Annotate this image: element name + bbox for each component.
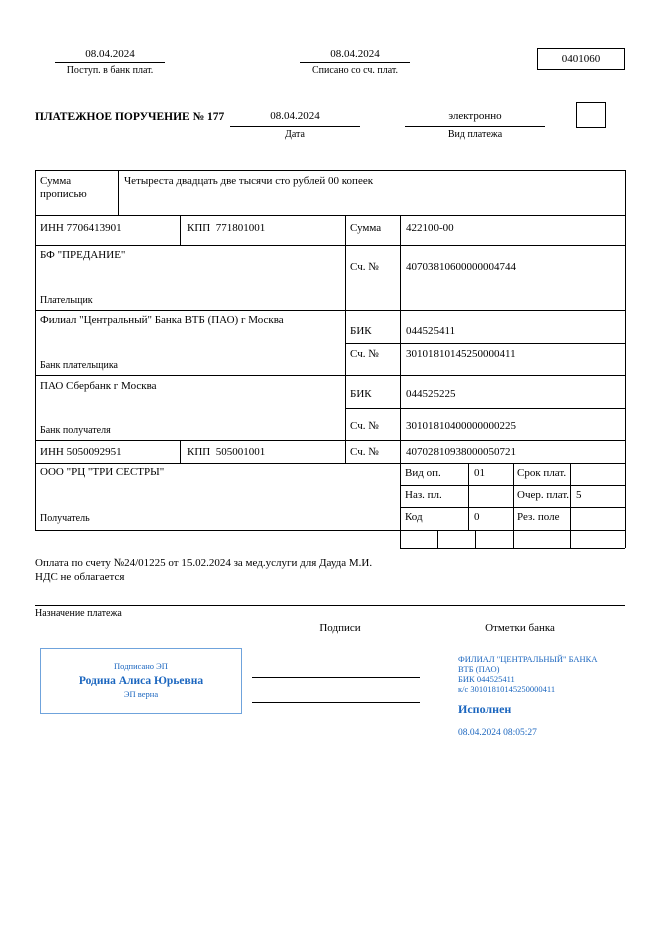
table-line (180, 215, 181, 245)
table-line (180, 440, 181, 463)
amount-words-label: Сумма прописью (40, 175, 87, 201)
table-line (513, 463, 514, 548)
payer-section-label: Плательщик (40, 295, 93, 306)
signatures-label: Подписи (319, 622, 361, 634)
signature-line (252, 677, 420, 678)
amount-words: Четыреста двадцать две тысячи сто рублей 00 копеек (124, 175, 374, 187)
debited-date-underline (300, 62, 410, 63)
payee-bank-account: 30101810400000000225 (406, 420, 516, 432)
payee-bank-account-label: Сч. № (350, 420, 379, 432)
payer-account-label: Сч. № (350, 261, 379, 273)
payer-bank-section-label: Банк плательщика (40, 360, 118, 371)
signature-line (252, 702, 420, 703)
code-label: Код (405, 511, 423, 523)
document-date-underline (230, 126, 360, 127)
table-line (437, 530, 438, 548)
table-line (345, 408, 625, 409)
document-date-label: Дата (285, 129, 305, 140)
table-line (35, 375, 625, 376)
esign-signer-name: Родина Алиса Юрьевна (78, 674, 204, 687)
payee-kpp: КПП 505001001 (187, 446, 266, 458)
document-date: 08.04.2024 (270, 110, 320, 122)
bank-stamp-status: Исполнен (458, 702, 512, 716)
priority-value: 5 (576, 489, 582, 501)
table-line (345, 215, 346, 463)
table-line (570, 463, 571, 548)
payer-bank-account-label: Сч. № (350, 348, 379, 360)
purpose-section-label: Назначение платежа (35, 608, 122, 619)
reserve-field-label: Рез. поле (517, 511, 560, 523)
sum-value: 422100-00 (406, 222, 454, 234)
payee-section-label: Получатель (40, 513, 90, 524)
table-line (35, 440, 625, 441)
purpose-line2: НДС не облагается (35, 571, 125, 583)
payee-bank-section-label: Банк получателя (40, 425, 111, 436)
priority-label: Очер. плат. (517, 489, 570, 501)
received-date-underline (55, 62, 165, 63)
form-code: 0401060 (561, 53, 601, 65)
table-line (475, 530, 476, 548)
payee-inn: ИНН 5050092951 (40, 446, 122, 458)
purpose-bottom-line (35, 605, 625, 606)
payee-name: ООО "РЦ "ТРИ СЕСТРЫ" (40, 466, 165, 478)
payee-bank-name: ПАО Сбербанк г Москва (40, 380, 157, 392)
table-line (35, 463, 625, 464)
received-date-label: Поступ. в банк плат. (66, 65, 154, 76)
table-line (400, 215, 401, 548)
bank-stamp-line4: к/с 30101810145250000411 (458, 684, 556, 694)
table-line (400, 548, 625, 549)
payee-bank-bik: 044525225 (406, 388, 456, 400)
op-type-label: Вид оп. (405, 467, 441, 479)
payee-account-label: Сч. № (350, 446, 379, 458)
table-line (35, 245, 625, 246)
payer-kpp: КПП 771801001 (187, 222, 266, 234)
table-line (468, 463, 469, 530)
payee-bank-bik-label: БИК (350, 388, 372, 400)
payee-account: 40702810938000050721 (406, 446, 516, 458)
payer-account: 40703810600000004744 (406, 261, 516, 273)
payer-bank-bik-label: БИК (350, 325, 372, 337)
document-title: ПЛАТЕЖНОЕ ПОРУЧЕНИЕ № 177 (35, 111, 225, 123)
table-line (35, 310, 625, 311)
bank-stamp (458, 654, 628, 694)
purpose-code-label: Наз. пл. (405, 489, 442, 501)
bank-stamp-datetime: 08.04.2024 08:05:27 (458, 728, 537, 738)
op-type-value: 01 (474, 467, 485, 479)
form-code-box (537, 48, 625, 70)
table-line (35, 170, 625, 171)
table-line (35, 215, 625, 216)
table-line (35, 170, 36, 530)
payer-bank-account: 30101810145250000411 (406, 348, 516, 360)
table-line (118, 170, 119, 215)
code-value: 0 (474, 511, 480, 523)
bank-stamp-line2: ВТБ (ПАО) (458, 664, 500, 674)
pay-term-label: Срок плат. (517, 467, 567, 479)
payer-bank-bik: 044525411 (406, 325, 456, 337)
payer-name: БФ "ПРЕДАНИЕ" (40, 249, 126, 261)
sum-label: Сумма (350, 222, 382, 234)
debited-date-label: Списано со сч. плат. (311, 65, 399, 76)
table-line (345, 343, 625, 344)
bank-stamp-line1: ФИЛИАЛ "ЦЕНТРАЛЬНЫЙ" БАНКА (458, 654, 598, 664)
payer-bank-name: Филиал "Центральный" Банка ВТБ (ПАО) г Москва (40, 314, 284, 326)
bank-stamp-line3: БИК 044525411 (458, 674, 515, 684)
purpose-line1: Оплата по счету №24/01225 от 15.02.2024 за мед.услуги для Дауда М.И. (35, 557, 373, 569)
esign-signed-label: Подписано ЭП (114, 661, 168, 672)
payment-kind-value: электронно (448, 110, 502, 122)
table-line (625, 170, 626, 548)
esign-stamp (40, 648, 242, 714)
payment-kind-underline (405, 126, 545, 127)
debited-date: 08.04.2024 (330, 48, 380, 60)
esign-valid-label: ЭП верна (123, 689, 159, 700)
table-line (35, 530, 625, 531)
payer-inn: ИНН 7706413901 (40, 222, 122, 234)
bank-marks-label: Отметки банка (485, 622, 555, 634)
received-date: 08.04.2024 (85, 48, 135, 60)
payment-kind-label: Вид платежа (447, 129, 503, 140)
payment-kind-code-box (576, 102, 606, 128)
